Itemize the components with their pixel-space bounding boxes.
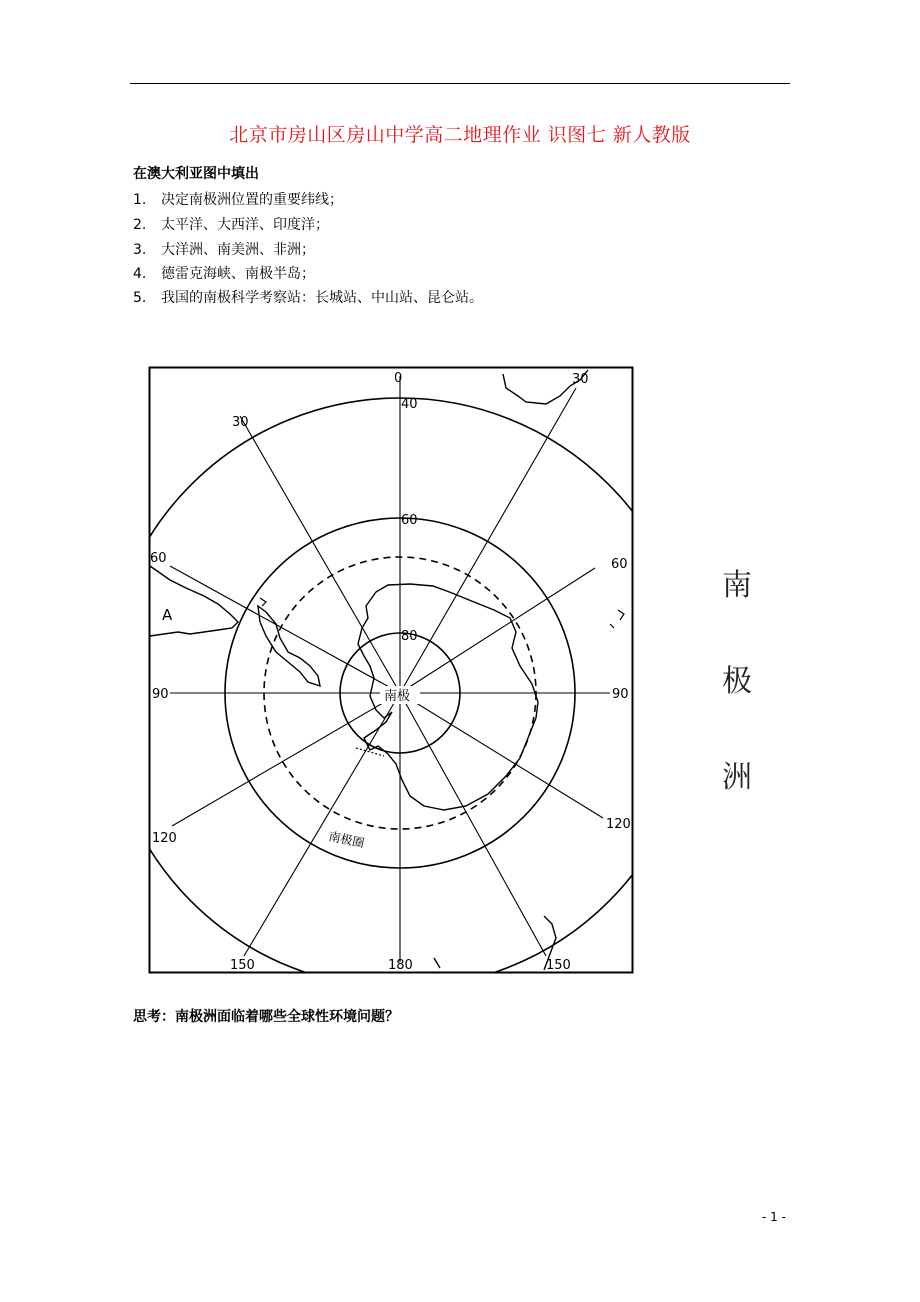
longitude-label-120E: 120 [606,817,631,832]
side-label-char: 极 [722,664,752,699]
item-text: 太平洋、大西洋、印度洋； [161,217,329,233]
page-number: - 1 - [762,1210,786,1224]
longitude-label-30E: 30 [572,372,589,387]
item-text: 我国的南极科学考察站：长城站、中山站、昆仑站。 [161,290,483,306]
list-item [133,189,343,209]
list-item [133,239,315,259]
item-number: 4. [133,266,147,282]
latitude-label-80: 80 [401,629,418,644]
header-rule [130,83,790,84]
antarctica-map [148,366,634,974]
list-item [133,263,315,283]
side-label-char: 洲 [722,760,752,795]
longitude-label-150W: 150 [230,958,255,973]
longitude-label-60W: 60 [150,551,167,566]
longitude-label-90W: 90 [152,687,169,702]
task-heading: 在澳大利亚图中填出 [133,166,259,182]
longitude-label-120W: 120 [152,831,177,846]
item-number: 2. [133,217,147,233]
list-item [133,287,483,307]
item-number: 5. [133,290,147,306]
longitude-label-150E: 150 [546,958,571,973]
longitude-label-0: 0 [394,371,403,386]
antarctic-circle-label: 南极圈 [327,829,366,851]
side-label-char: 南 [722,568,752,603]
longitude-label-30W: 30 [232,415,249,430]
longitude-label-90E: 90 [612,687,629,702]
item-text: 德雷克海峡、南极半岛； [161,266,315,282]
longitude-label-180: 180 [388,958,413,973]
item-text: 决定南极洲位置的重要纬线； [161,192,343,208]
item-text: 大洋洲、南美洲、非洲； [161,242,315,258]
page-title: 北京市房山区房山中学高二地理作业 识图七 新人教版 [229,124,691,146]
latitude-label-40: 40 [401,397,418,412]
item-number: 3. [133,242,147,258]
longitude-label-60E: 60 [611,557,628,572]
south-pole-label: 南极 [384,689,411,704]
question-prompt: 思考：南极洲面临着哪些全球性环境问题？ [133,1009,399,1025]
list-item [133,214,329,234]
marker-a: A [162,606,173,624]
item-number: 1. [133,192,147,208]
latitude-label-60: 60 [401,513,418,528]
